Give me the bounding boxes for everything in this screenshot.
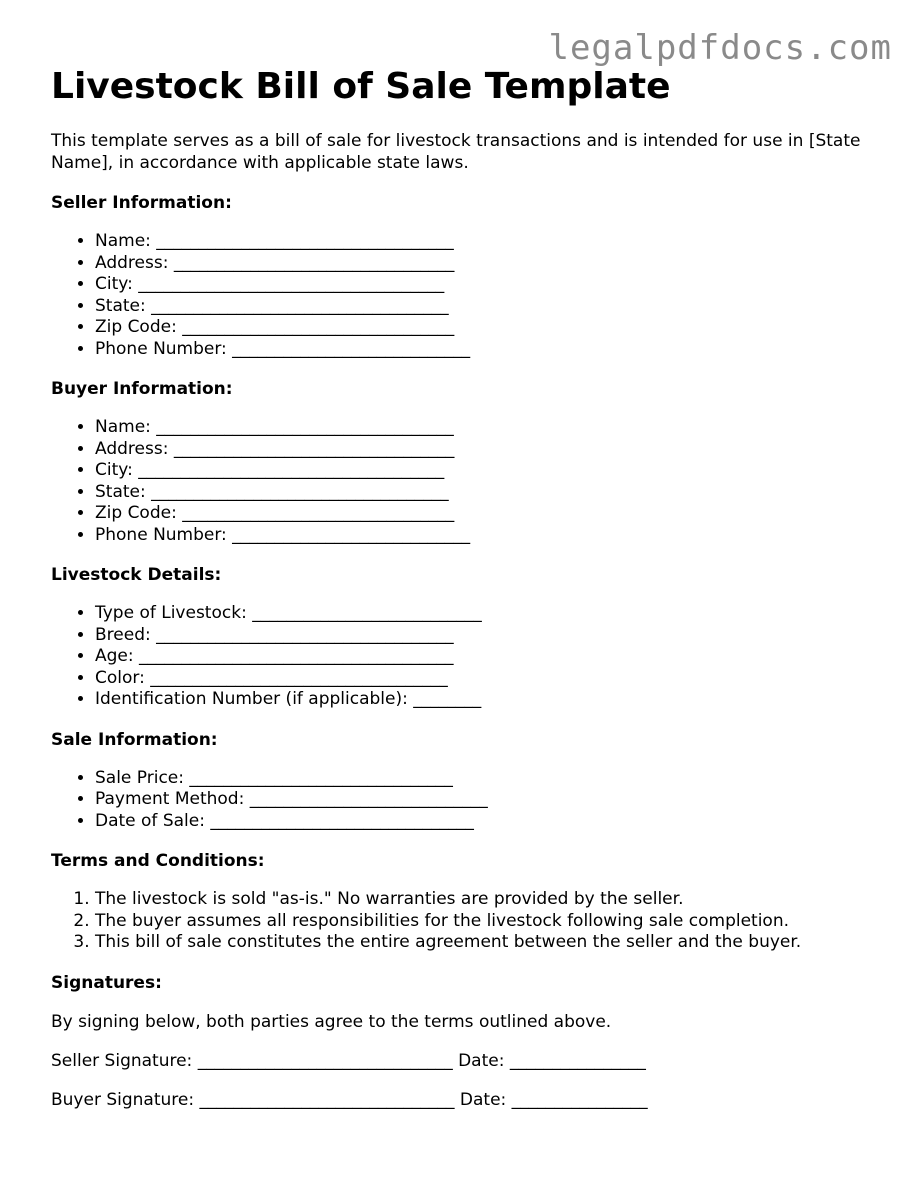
seller-state-field: • State: ___________________________________: [95, 296, 871, 318]
buyer-section: [51, 378, 871, 546]
sale-price-field: • Sale Price: _______________________________: [95, 768, 871, 790]
terms-section: [51, 850, 871, 954]
term-item: 3. This bill of sale constitutes the entire agreement between the seller and the buyer.: [95, 932, 871, 954]
document-page: [51, 64, 871, 1111]
intro-paragraph: This template serves as a bill of sale for livestock transactions and is intended for use in [State Name], in accordance with applicable state laws.: [51, 131, 861, 173]
term-item: 1. The livestock is sold "as-is." No warranties are provided by the seller.: [95, 889, 871, 911]
buyer-phone-field: • Phone Number: ____________________________: [95, 525, 871, 547]
seller-name-field: • Name: ___________________________________: [95, 231, 871, 253]
signatures-heading: Signatures:: [51, 972, 162, 993]
seller-address-field: • Address: _________________________________: [95, 253, 871, 275]
seller-city-field: • City: ____________________________________: [95, 274, 871, 296]
document-title: Livestock Bill of Sale Template: [51, 66, 671, 107]
signatures-section: [51, 972, 871, 1111]
livestock-id-field: • Identification Number (if applicable): ________: [95, 689, 871, 711]
seller-zip-field: • Zip Code: ________________________________: [95, 317, 871, 339]
livestock-field-list: [51, 603, 871, 711]
seller-phone-field: • Phone Number: ____________________________: [95, 339, 871, 361]
buyer-field-list: [51, 417, 871, 546]
buyer-name-field: • Name: ___________________________________: [95, 417, 871, 439]
livestock-heading: Livestock Details:: [51, 565, 222, 585]
terms-heading: Terms and Conditions:: [51, 851, 265, 871]
agreement-statement: By signing below, both parties agree to the terms outlined above.: [51, 1011, 612, 1032]
sale-section: [51, 729, 871, 833]
sale-date-field: • Date of Sale: _______________________________: [95, 811, 871, 833]
buyer-address-field: • Address: _________________________________: [95, 439, 871, 461]
livestock-age-field: • Age: _____________________________________: [95, 646, 871, 668]
seller-section: [51, 192, 871, 360]
sale-heading: Sale Information:: [51, 729, 218, 750]
seller-signature-line: Seller Signature: ______________________________ Date: ________________: [51, 1050, 646, 1071]
term-item: 2. The buyer assumes all responsibilities for the livestock following sale completion.: [95, 911, 871, 933]
livestock-section: [51, 564, 871, 711]
livestock-type-field: • Type of Livestock: ___________________________: [95, 603, 871, 625]
payment-method-field: • Payment Method: ____________________________: [95, 789, 871, 811]
sale-field-list: [51, 768, 871, 833]
buyer-signature-line: Buyer Signature: ______________________________ Date: ________________: [51, 1089, 648, 1110]
terms-list: [51, 889, 871, 954]
livestock-breed-field: • Breed: ___________________________________: [95, 625, 871, 647]
buyer-state-field: • State: ___________________________________: [95, 482, 871, 504]
livestock-color-field: • Color: ___________________________________: [95, 668, 871, 690]
buyer-zip-field: • Zip Code: ________________________________: [95, 503, 871, 525]
buyer-heading: Buyer Information:: [51, 379, 233, 399]
seller-heading: Seller Information:: [51, 193, 232, 213]
site-watermark: legalpdfdocs.com: [548, 28, 892, 68]
buyer-city-field: • City: ____________________________________: [95, 460, 871, 482]
seller-field-list: [51, 231, 871, 360]
